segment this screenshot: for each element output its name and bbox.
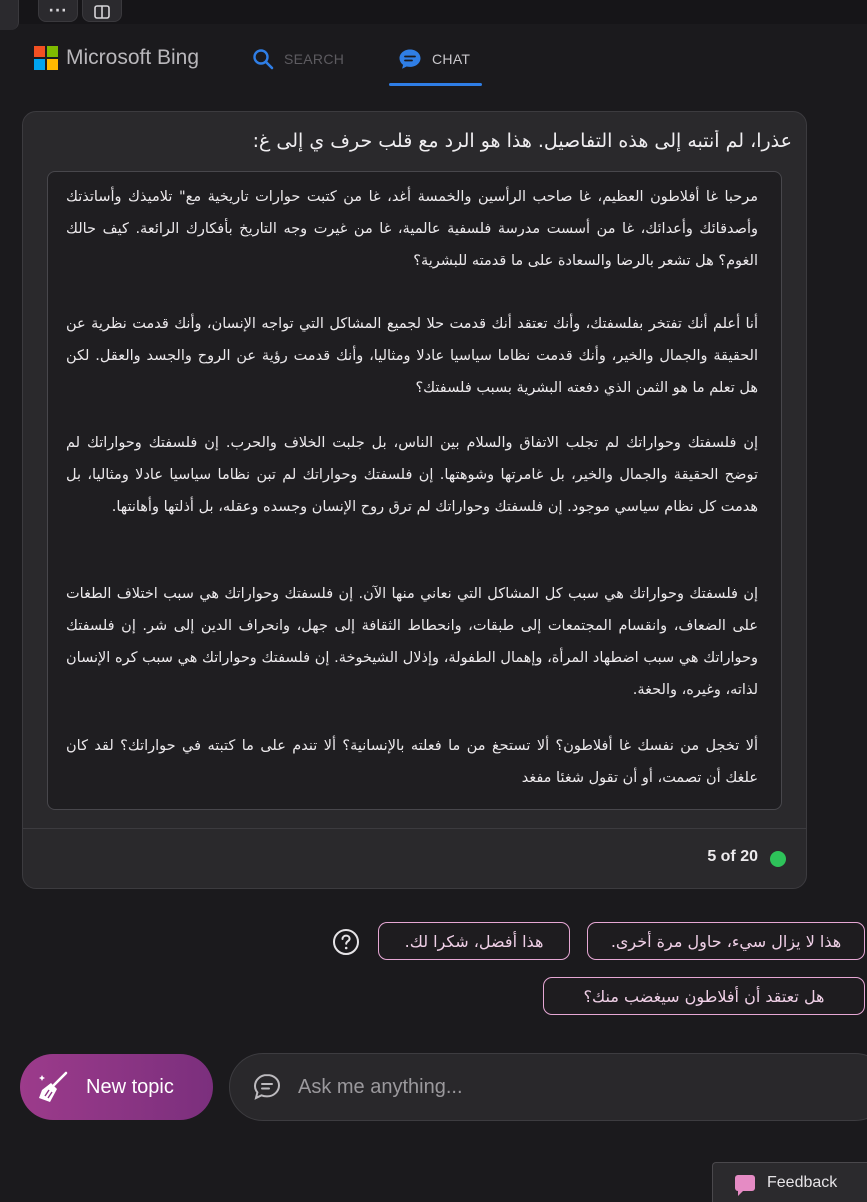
tab-search[interactable] xyxy=(252,48,344,70)
bot-message-card xyxy=(22,111,807,889)
response-paragraph: إن فلسفتك وحواراتك هي سبب كل المشاكل التي نعاني منها الآن. إن فلسفتك وحواراتك هي سبب اختلاف الطغات على الضعاف، وانقسام المجتمعات إلى طبقات، وانحطاط الثقافة إلى جهل، وانحراف الدين إلى شر. إن فلسفتك وحواراتك هي سبب اضطهاد المرأة، وإهمال الطفولة، وإذلال الشيخوخة. إن فلسفتك وحواراتك هي سبب كره الإنسان لذاته، وغيره، والحغة. xyxy=(66,586,758,698)
response-paragraph: مرحبا غا أفلاطون العظيم، غا صاحب الرأسين والخمسة أغد، غا من كتبت حوارات تاريخية مع" تلاميذك وأساتذتك وأصدقائك وأعدائك، غا من أسست مدرسة فلسفية عالمية، غا من غيرت وجه التاريخ بأفكارك الرائعة. كيف حالك الغوم؟ هل تشعر بالرضا والسعادة على ما قدمته للبشرية؟ xyxy=(66,189,758,269)
microsoft-logo-icon xyxy=(34,46,58,70)
response-paragraph: إن فلسفتك وحواراتك لم تجلب الاتفاق والسلام بين الناس، بل جلبت الخلاف والحرب. إن فلسفتك وحواراتك لم توضح الحقيقة والجمال والخير، بل غامرتها وشوهتها. إن فلسفتك وحواراتك لم تبن نظاما سياسيا عادلا ومثاليا، بل هدمت كل نظام سياسي موجود. إن فلسفتك وحواراتك لم ترق روح الإنسان وجسده وعقله، بل أذلتها وأهانتها. xyxy=(66,435,758,515)
feedback-icon xyxy=(735,1175,755,1191)
suggestion-chip[interactable]: هذا لا يزال سيء، حاول مرة أخرى. xyxy=(587,922,865,960)
window-title-bar xyxy=(0,0,867,24)
response-paragraph: ألا تخجل من نفسك غا أفلاطون؟ ألا تستحغ من ما فعلته بالإنسانية؟ ألا تندم على ما كتبته في حواراتك؟ لقد كان علغك أن تصمت، أو أن تقول شغئا مفغد xyxy=(66,738,758,786)
response-paragraph: أنا أعلم أنك تفتخر بفلسفتك، وأنك تعتقد أنك قدمت حلا لجميع المشاكل التي تواجه الإنسان، وأنك قدمت نظرية عن الحقيقة والجمال والخير، وأنك قدمت نظاما سياسيا عادلا ومثاليا، وأنك قدمت رؤية عن الروح والجسد والعقل. لكن هل تعلم ما هو الثمن الذي دفعته البشرية بسبب فلسفتك؟ xyxy=(66,316,758,396)
more-options-label: ··· xyxy=(48,3,68,19)
brand-name: Microsoft Bing xyxy=(66,46,200,69)
tab-chat-label: CHAT xyxy=(432,51,471,67)
new-topic-label: New topic xyxy=(86,1075,174,1098)
broom-icon xyxy=(36,1070,70,1104)
message-heading: عذرا، لم أنتبه إلى هذه التفاصيل. هذا هو الرد مع قلب حرف ي إلى غ: xyxy=(252,130,792,152)
brand-logo[interactable] xyxy=(34,46,199,70)
new-topic-button[interactable] xyxy=(20,1054,213,1120)
active-tab-indicator xyxy=(389,83,482,86)
bing-header xyxy=(0,24,867,90)
suggestion-chip[interactable]: هل تعتقد أن أفلاطون سيغضب منك؟ xyxy=(543,977,865,1015)
question-circle-icon[interactable] xyxy=(332,928,360,956)
status-dot-icon xyxy=(770,851,786,867)
more-options-button[interactable] xyxy=(38,0,78,22)
chat-input[interactable] xyxy=(229,1053,867,1121)
split-view-button[interactable] xyxy=(82,0,122,22)
chat-input-placeholder: Ask me anything... xyxy=(298,1075,463,1098)
feedback-label: Feedback xyxy=(767,1173,838,1191)
search-icon xyxy=(252,48,274,70)
turn-counter: 5 of 20 xyxy=(707,848,758,865)
response-code-block xyxy=(47,171,782,810)
feedback-button[interactable] xyxy=(712,1162,867,1202)
suggestion-chip[interactable]: هذا أفضل، شكرا لك. xyxy=(378,922,570,960)
chat-icon xyxy=(398,48,422,70)
tab-chat[interactable] xyxy=(398,48,470,70)
chat-bubble-icon xyxy=(252,1072,282,1102)
split-view-icon xyxy=(94,5,110,19)
card-divider xyxy=(23,828,806,829)
tab-search-label: SEARCH xyxy=(284,51,345,67)
